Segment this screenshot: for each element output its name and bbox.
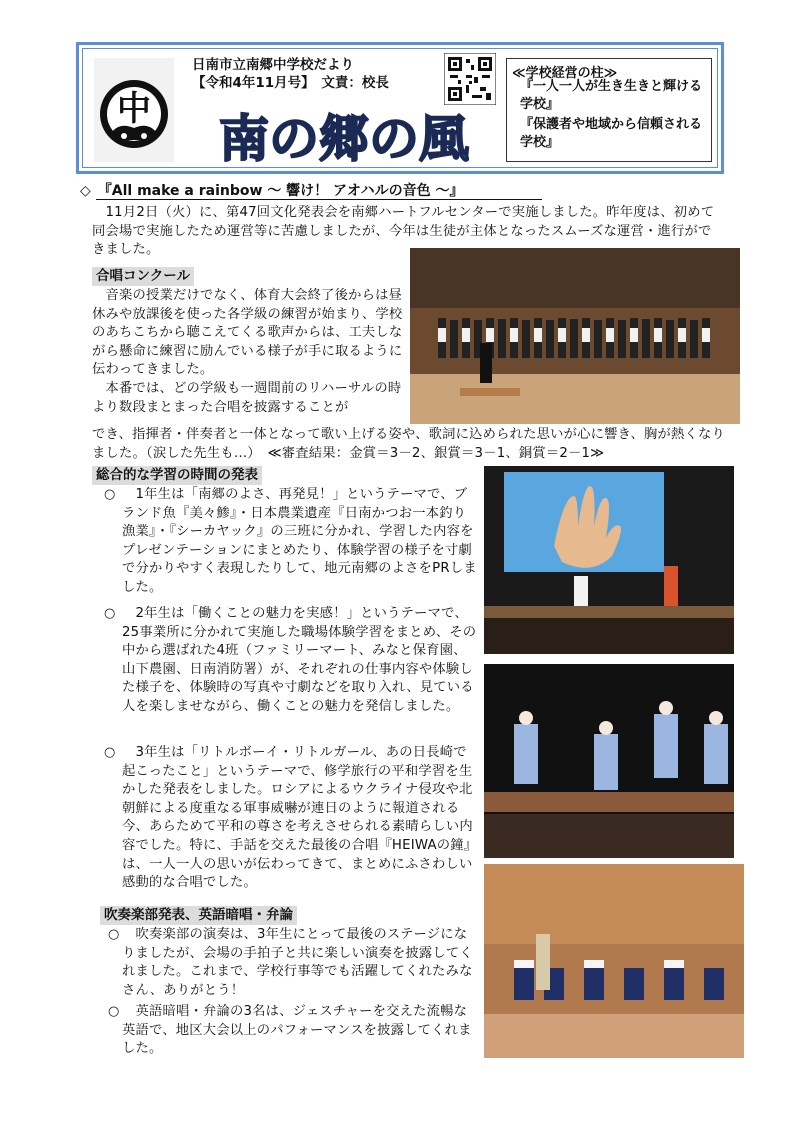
grade3-bullet: ○ bbox=[104, 745, 116, 760]
chorus-photo bbox=[410, 248, 740, 424]
chorus-label: 合唱コンクール bbox=[92, 267, 194, 286]
speech-bullet: ○ bbox=[108, 1004, 120, 1019]
lead-paragraph: 11月2日（火）に、第47回文化発表会を南郷ハートフルセンターで実施しました。昨年度は、初めて同会場で実施したため運営等に苦慮しましたが、今年は生徒が主体となったスムーズな運営・進行ができました。 bbox=[92, 205, 715, 258]
issue-info: 【令和4年11月号】 文責：校長 bbox=[192, 75, 389, 91]
integrated-study-label: 総合的な学習の時間の発表 bbox=[92, 466, 262, 485]
band-performance-photo bbox=[484, 864, 744, 1058]
grade2-paragraph: 2年生は「働くことの魅力を実感！」というテーマで、25事業所に分かれて実施した職場体験学習をまとめ、その中から選ばれた4班（ファミリーマート、みなと保育園、山下農園、日南消防署）が、それぞれの仕事内容や体験した様子を、体験時の写真や寸劇などを取り入れ、見ている人を楽しませながら、働くことの魅力を発信しました。 bbox=[122, 606, 477, 714]
headline-underline bbox=[96, 199, 542, 200]
pillars-heading: ≪学校経営の柱≫ bbox=[512, 66, 618, 81]
newsletter-title bbox=[196, 104, 492, 166]
grade3-presentation-photo bbox=[484, 664, 734, 858]
logo-character: 中 bbox=[117, 89, 151, 129]
qr-code-icon[interactable] bbox=[444, 53, 496, 105]
band-bullet: ○ bbox=[108, 927, 120, 942]
grade1-paragraph: 1年生は「南郷のよさ、再発見！」というテーマで、ブランド魚『美々鯵』・日本農業遺産『日南かつお一本釣り漁業』・『シーカヤック』の三班に分かれ、学習した内容をプレゼンテーションにまとめたり、体験学習の様子を寸劇で分かりやすく表現したりして、地元南郷のよさをPRしました。 bbox=[122, 487, 477, 595]
school-logo-icon bbox=[94, 58, 174, 162]
pillar-one: 『一人一人が生き生きと輝ける学校』 bbox=[520, 79, 703, 112]
grade2-bullet: ○ bbox=[104, 606, 116, 621]
school-name: 日南市立南郷中学校だより bbox=[192, 57, 354, 73]
newsletter-title-text: 南の郷の風 bbox=[219, 110, 469, 166]
pillar-two: 『保護者や地域から信頼される学校』 bbox=[520, 117, 703, 150]
speech-paragraph: 英語暗唱・弁論の3名は、ジェスチャーを交えた流暢な英語で、地区大会以上のパフォーマンスを披露してくれました。 bbox=[122, 1004, 472, 1057]
grade1-presentation-photo bbox=[484, 466, 734, 654]
grade3-paragraph: 3年生は「リトルボーイ・リトルガール、あの日長崎で起こったこと」というテーマで、修学旅行の平和学習を生かした発表をしました。ロシアによるウクライナ侵攻や北朝鮮による度重なる軍事威嚇が連日のように報道される今、あらためて平和の尊さを考えさせられる素晴らしい内容でした。特に、手話を交えた最後の合唱『HEIWAの鐘』は、一人一人の思いが伝わってきて、まとめにふさわしい感動的な合唱でした。 bbox=[122, 745, 478, 891]
band-paragraph: 吹奏楽部の演奏は、3年生にとって最後のステージになりましたが、会場の手拍子と共に楽しい演奏を披露してくれました。これまで、学校行事等でも活躍してくれたみなさん、ありがとう！ bbox=[122, 927, 473, 998]
chorus-paragraph-2: 本番では、どの学級も一週間前のリハーサルの時より数段まとまった合唱を披露することが bbox=[92, 381, 402, 415]
chorus-paragraph-1: 音楽の授業だけでなく、体育大会終了後からは昼休みや放課後を使った各学級の練習が始まり、学校のあちこちから聴こえてくる歌声からは、工夫しながら懸命に練習に励んでいる様子が手に取るように伝わってきました。 bbox=[92, 288, 403, 378]
chorus-paragraph-3: でき、指揮者・伴奏者と一体となって歌い上げる姿や、歌詞に込められた思いが心に響き、胸が熱くなりました。（涙した先生も…） ≪審査結果：金賞＝3－2、銀賞＝3－1、銅賞＝2－1≫ bbox=[92, 427, 726, 461]
article-headline: ◇ 『All make a rainbow ～ 響け！ アオハルの音色 ～』 bbox=[80, 183, 464, 199]
band-speech-label: 吹奏楽部発表、英語暗唱・弁論 bbox=[100, 906, 297, 925]
grade1-bullet: ○ bbox=[104, 487, 116, 502]
